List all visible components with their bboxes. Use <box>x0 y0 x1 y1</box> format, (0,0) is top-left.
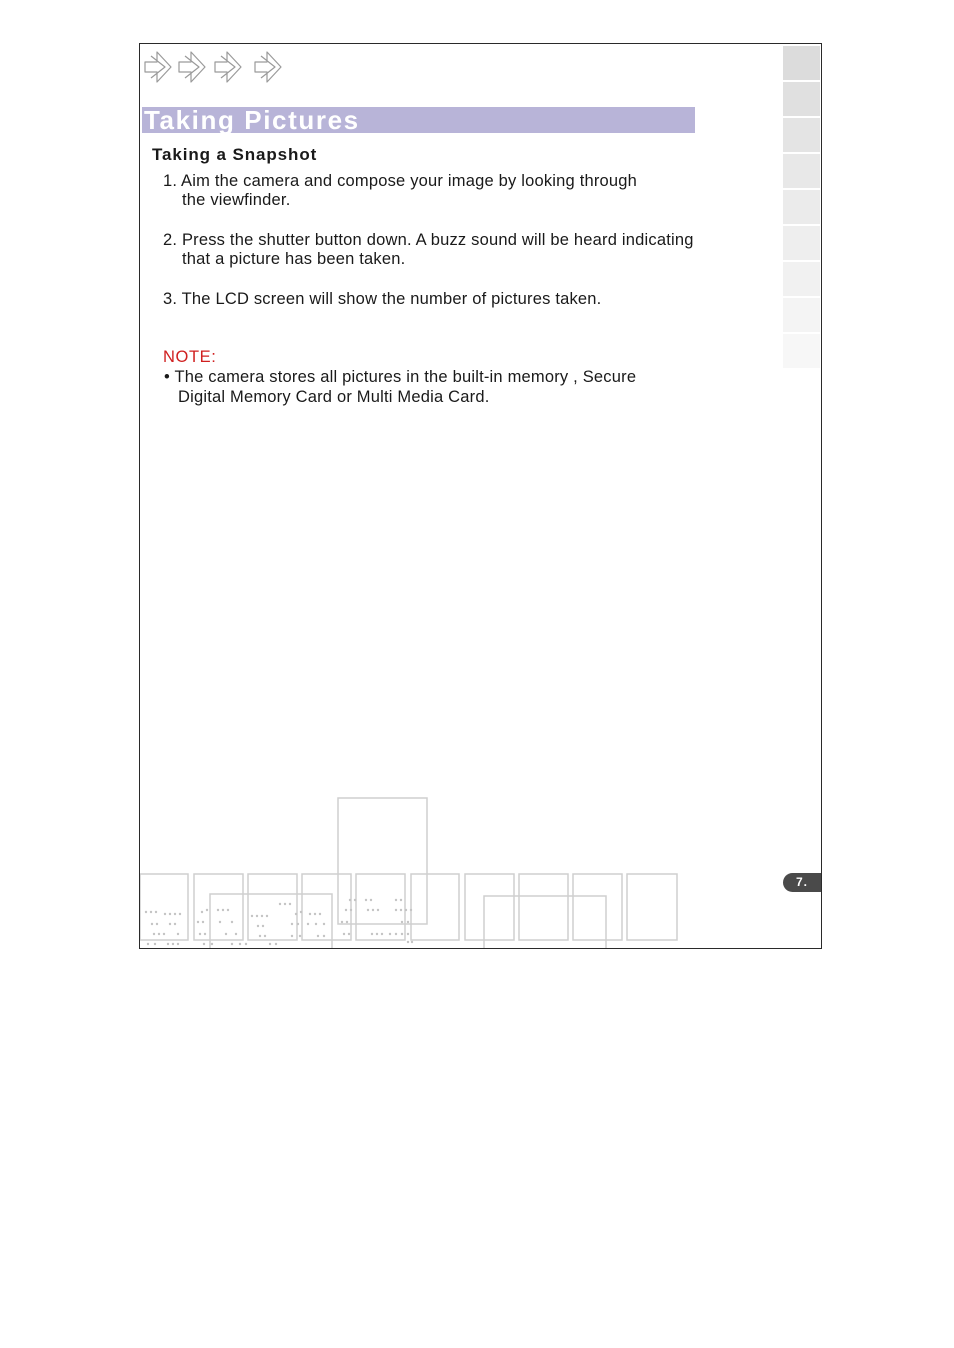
side-tab-strip <box>783 46 820 370</box>
section-subtitle: Taking a Snapshot <box>152 145 318 164</box>
arrow-right-outline-icon <box>255 52 281 82</box>
step-2 <box>163 231 694 269</box>
title-bar <box>142 107 695 133</box>
page-number-badge: 7. <box>783 873 821 892</box>
side-tab <box>783 334 820 368</box>
side-tab <box>783 226 820 260</box>
step-1-line1: 1. Aim the camera and compose your image by looking through <box>163 172 638 190</box>
step-3 <box>163 290 601 309</box>
decorative-frames <box>140 794 700 949</box>
note-text <box>164 367 636 407</box>
step-3-line1: 3. The LCD screen will show the number of pictures taken. <box>163 290 602 308</box>
note-line1: • The camera stores all pictures in the built-in memory , Secure <box>164 368 637 386</box>
arrow-decoration <box>143 48 293 88</box>
side-tab <box>783 46 820 80</box>
arrow-right-outline-icon <box>145 52 171 82</box>
side-tab <box>783 154 820 188</box>
arrow-right-outline-icon <box>179 52 205 82</box>
side-tab <box>783 298 820 332</box>
step-1 <box>163 172 637 210</box>
page-frame <box>139 43 822 949</box>
note-line2: Digital Memory Card or Multi Media Card. <box>178 388 490 406</box>
note-label: NOTE: <box>163 348 217 366</box>
side-tab <box>783 262 820 296</box>
side-tab <box>783 82 820 116</box>
side-tab <box>783 118 820 152</box>
page-title: Taking Pictures <box>144 105 360 135</box>
step-2-line2: that a picture has been taken. <box>182 250 406 268</box>
side-tab <box>783 190 820 224</box>
step-2-line1: 2. Press the shutter button down. A buzz sound will be heard indicating <box>163 231 694 249</box>
arrow-right-outline-icon <box>215 52 241 82</box>
step-1-line2: the viewfinder. <box>182 191 291 209</box>
